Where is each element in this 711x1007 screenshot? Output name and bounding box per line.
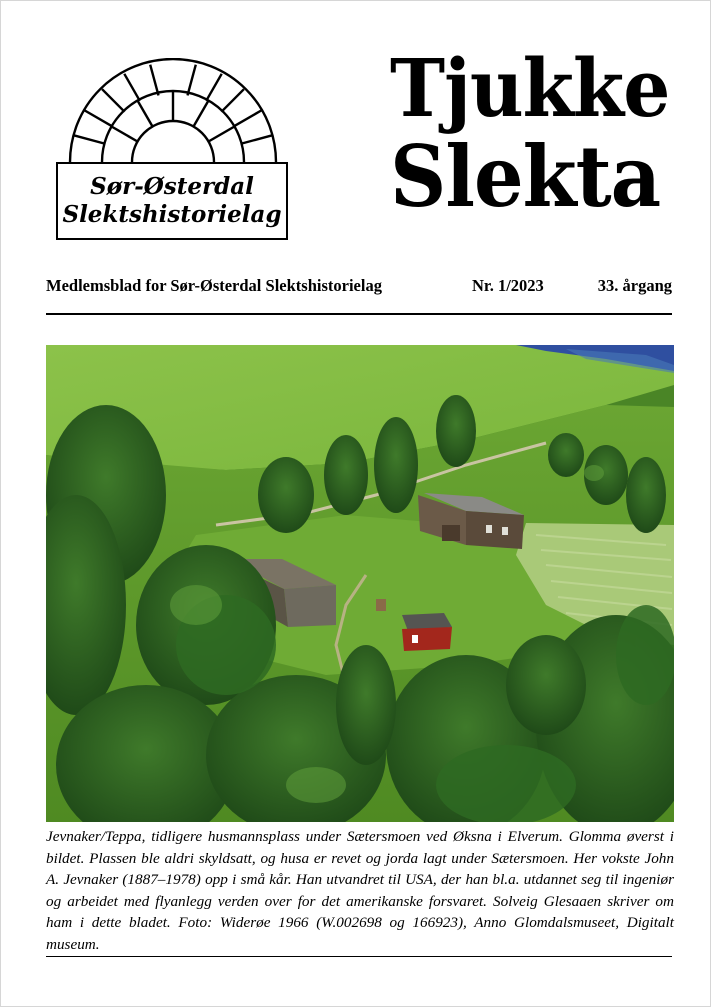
- sunburst-arch-icon: [56, 58, 292, 166]
- society-logo: [56, 58, 292, 242]
- footer-divider: [46, 956, 672, 957]
- photo-caption: Jevnaker/Teppa, tidligere husmannsplass under Sætersmoen ved Øksna i Elverum. Glomma øverst i bildet. Plassen ble aldri skyldsatt, og husa er revet og jorda lagt under Sætersmoen. Her vokste John A. Jevnaker (1887–1978) opp i små kår. Han utvandret til USA, der han bl.a. utdannet seg til ingeniør og arbeidet med flyanlegg verden over for det amerikanske forsvaret. Solveig Glesaaen skriver om ham i dette bladet. Foto: Widerøe 1966 (W.002698 og 166923), Anno Glomdalsmuseet, Digitalt museum.: [46, 828, 674, 953]
- issue-number: Nr. 1/2023: [472, 276, 544, 295]
- magazine-title: [390, 42, 670, 227]
- title-line-1: Tjukke: [390, 42, 670, 136]
- logo-line-1: Sør-Østerdal: [90, 173, 254, 201]
- header-divider: [46, 313, 672, 315]
- volume-year: 33. årgang: [597, 276, 672, 295]
- title-line-2: Slekta: [390, 128, 661, 227]
- logo-line-2: Slektshistorielag: [62, 201, 282, 228]
- subheader: [46, 276, 672, 298]
- publication-name: Medlemsblad for Sør-Østerdal Slektshistorielag: [46, 276, 382, 295]
- logo-name-box: [56, 162, 288, 240]
- aerial-farm-photo: [46, 345, 674, 822]
